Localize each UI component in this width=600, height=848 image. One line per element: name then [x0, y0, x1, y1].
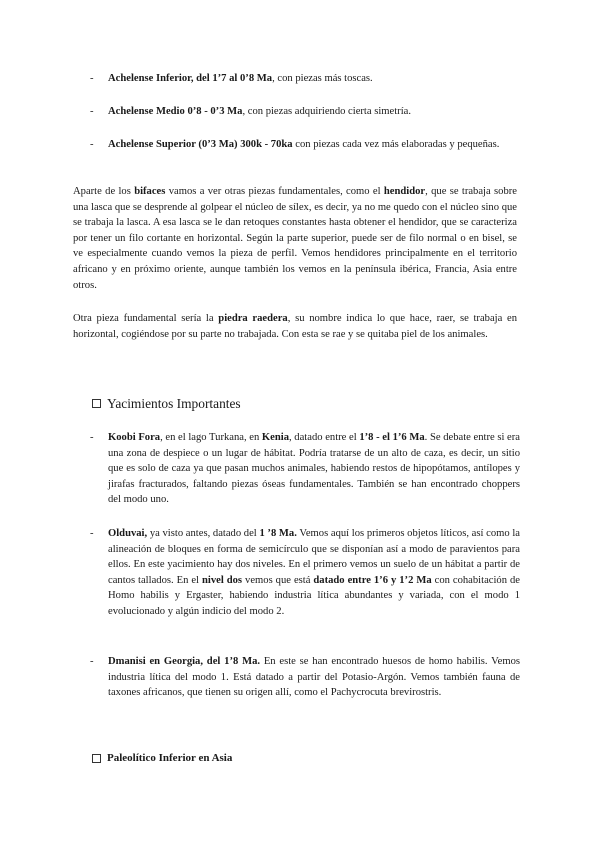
paragraph-raedera [73, 311, 517, 342]
bullet-olduvai [90, 526, 520, 620]
bullet-achelense-medio [90, 104, 520, 120]
bullet-dash: - [90, 432, 94, 443]
bullet-dash: - [90, 528, 94, 539]
bullet-bold-text: 1 ’8 Ma. [259, 528, 297, 539]
bullet-text: En este se han encontrado huesos de homo habilis. Vemos industria lítica del modo 1. Está datado a partir del Potasio-Argón. Vemos también fauna de taxones africanos, que tienen su origen allí, como el Pachycrocuta brevirostris. [108, 656, 520, 699]
paragraph-text: Otra pieza fundamental sería la [73, 313, 219, 324]
bullet-text: , con piezas adquiriendo cierta simetría. [242, 106, 412, 117]
bullet-dash: - [90, 139, 94, 150]
paragraph-hendidor [73, 184, 517, 293]
checkbox-icon [92, 399, 101, 408]
bullet-dmanisi [90, 654, 520, 701]
paragraph-text: vamos a ver otras piezas fundamentales, como el [165, 186, 384, 197]
bullet-text: , en el lago Turkana, en [160, 432, 262, 443]
bullet-bold-text: Achelense Superior (0’3 Ma) 300k - 70ka [108, 139, 293, 150]
bullet-text: ya visto antes, datado del [147, 528, 260, 539]
bullet-text: , con piezas más toscas. [272, 73, 373, 84]
bullet-bold-text: 1’8 - el 1’6 Ma [359, 432, 425, 443]
bullet-text: . Se debate entre si era una zona de despiece o un lugar de hábitat. Podría tratarse de un alto de caza, es decir, un sitio que es solo de caza ya que pasan muchos animales, habiendo restos de hipopótamos, antílopes y jirafas fracturados, faltando piezas óseas fundamentales. También se han encontrado choppers del modo uno. [108, 432, 520, 506]
bullet-achelense-superior [90, 137, 520, 153]
checkbox-icon [92, 754, 101, 763]
bullet-bold-text: nivel dos [201, 574, 243, 586]
bullet-bold-text: Achelense Medio 0’8 - 0’3 Ma [108, 106, 243, 117]
bullet-bold-text: Dmanisi en Georgia, del 1’8 Ma. [108, 656, 261, 667]
bullet-dash: - [90, 106, 94, 117]
bullet-text: con cohabitación de Homo habilis y Ergaster, habiendo industria lítica abundantes y variada, con el modo 1 evolucionado y algún indicio del modo 2. [108, 574, 520, 617]
bullet-achelense-inferior [90, 71, 520, 87]
section-heading-paleolitico-asia [92, 751, 232, 767]
section-heading-yacimientos [92, 396, 241, 412]
bullet-text: , datado entre el [289, 432, 360, 443]
bullet-text: con piezas cada vez más elaboradas y pequeñas. [292, 139, 500, 150]
paragraph-bold: piedra raedera [218, 313, 288, 324]
paragraph-text: , que se trabaja sobre una lasca que se desprende al golpear el núcleo de sílex, es decir, ya no me quedo con el núcleo sino que se trabaja la lasca. A esa lasca se le dan retoques constantes hasta obtener el hendidor, que se caracteriza por tener un filo cortante en horizontal. Según la parte superior, puede ser de filo normal o en bisel, se ve especialmente cuando vemos la pieza de perfil. Vemos hendidores principalmente en el territorio africano y en próximo oriente, aunque también los vemos en la península ibérica, Francia, Asia entre otros. [73, 186, 517, 291]
section-title: Yacimientos Importantes [107, 396, 241, 411]
bullet-bold-text: Kenia [261, 432, 289, 443]
bullet-bold-text: Olduvai, [108, 528, 148, 539]
paragraph-bold: bifaces [134, 186, 166, 197]
bullet-bold-text: datado entre 1’6 y 1’2 Ma [313, 574, 432, 586]
bullet-bold-text: Achelense Inferior, del 1’7 al 0’8 Ma [108, 73, 273, 84]
section-title: Paleolítico Inferior en Asia [107, 752, 233, 764]
bullet-dash: - [90, 656, 94, 667]
bullet-text: Vemos aquí los primeros objetos líticos, así como la alineación de bloques en forma de semicírculo que se disponían así a modo de paravientos para ellos. En este yacimiento hay dos niveles. En el primero vemos un suelo de un hábitat a partir de cantos tallados. En el [108, 528, 520, 586]
paragraph-bold: hendidor [383, 186, 426, 197]
bullet-koobi-fora [90, 430, 520, 508]
bullet-text: vemos que está [242, 574, 314, 586]
bullet-dash: - [90, 73, 94, 84]
bullet-bold-text: Koobi Fora [108, 432, 161, 443]
paragraph-text: , su nombre indica lo que hace, raer, se trabaja en horizontal, cogiéndose por su parte no trabajada. Con esta se rae y se quitaba piel de los animales. [73, 313, 518, 340]
paragraph-text: Aparte de los [73, 186, 135, 197]
